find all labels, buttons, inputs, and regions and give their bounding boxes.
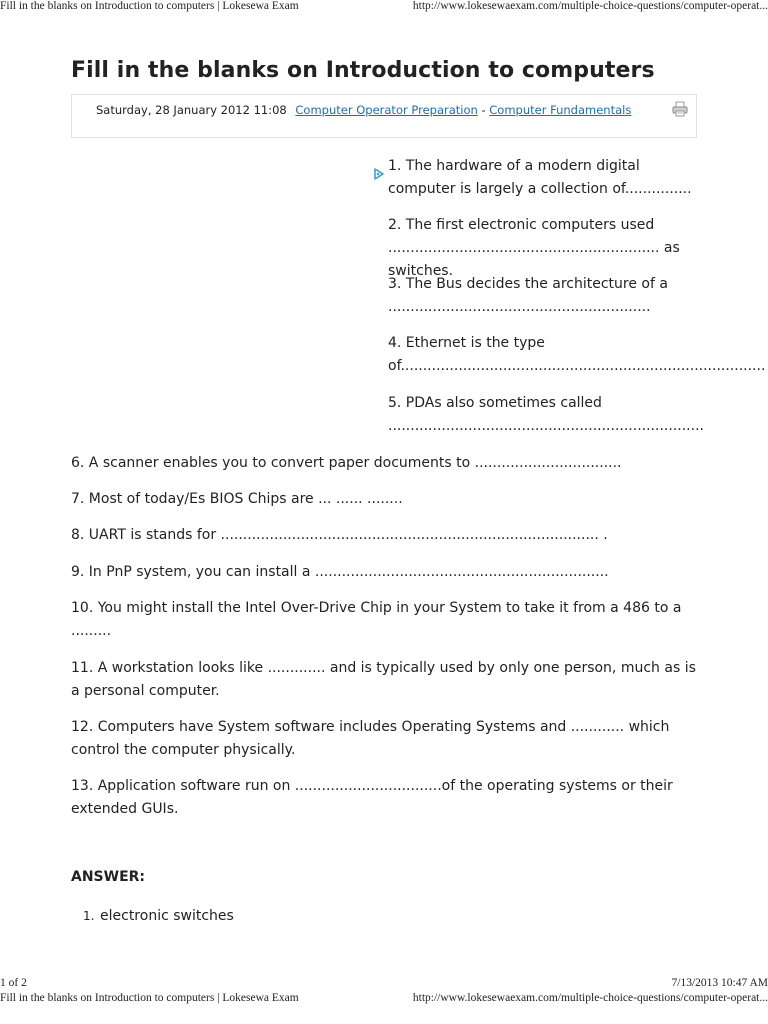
print-icon[interactable] xyxy=(672,101,688,117)
question-7: 7. Most of today/Es BIOS Chips are ... ...... ........ xyxy=(71,491,403,507)
question-5: 5. PDAs also sometimes called ....................................................................... xyxy=(388,395,704,434)
answer-number: 1. xyxy=(83,909,95,923)
question-1: 1. The hardware of a modern digital computer is largely a collection of............... xyxy=(388,158,692,197)
answer-item xyxy=(71,905,234,928)
question-2: 2. The first electronic computers used ............................................................. as switches. xyxy=(388,217,680,279)
print-header-title: Fill in the blanks on Introduction to computers | Lokesewa Exam xyxy=(0,0,299,12)
question-9: 9. In PnP system, you can install a .................................................................. xyxy=(71,564,609,580)
answer-text: electronic switches xyxy=(100,908,234,924)
category-link-computer-operator-preparation[interactable]: Computer Operator Preparation xyxy=(295,103,478,117)
print-footer-pagination xyxy=(0,977,768,991)
question-11: 11. A workstation looks like ............. and is typically used by only one person, much as is a personal computer. xyxy=(71,660,696,699)
category-link-computer-fundamentals[interactable]: Computer Fundamentals xyxy=(489,103,632,117)
print-datetime: 7/13/2013 10:47 AM xyxy=(671,977,768,989)
article-meta xyxy=(77,101,657,119)
question-3: 3. The Bus decides the architecture of a ........................................................... xyxy=(388,276,668,315)
question-13: 13. Application software run on .................................of the operating systems or their extended GUIs. xyxy=(71,778,673,817)
question-4: 4. Ethernet is the type of.................................................................................. xyxy=(388,335,766,374)
answer-heading: ANSWER: xyxy=(71,869,146,885)
print-footer-url: http://www.lokesewaexam.com/multiple-choice-questions/computer-operat... xyxy=(412,992,768,1004)
article-title: Fill in the blanks on Introduction to computers xyxy=(71,58,655,83)
question-10: 10. You might install the Intel Over-Drive Chip in your System to take it from a 486 to a ......... xyxy=(71,600,682,639)
print-header-url: http://www.lokesewaexam.com/multiple-choice-questions/computer-operat... xyxy=(412,0,768,12)
question-8: 8. UART is stands for ..................................................................................... . xyxy=(71,527,608,543)
article-date: Saturday, 28 January 2012 11:08 xyxy=(96,103,287,117)
question-12: 12. Computers have System software includes Operating Systems and ............ which control the computer physically. xyxy=(71,719,670,758)
ad-choices-icon[interactable] xyxy=(372,166,386,180)
print-footer-title: Fill in the blanks on Introduction to computers | Lokesewa Exam xyxy=(0,992,299,1004)
print-header xyxy=(0,0,768,16)
article-meta-box xyxy=(71,94,697,138)
category-separator: - xyxy=(481,103,486,117)
print-footer xyxy=(0,992,768,1006)
page-count: 1 of 2 xyxy=(0,977,27,989)
answer-list xyxy=(71,905,234,928)
question-6: 6. A scanner enables you to convert paper documents to ................................. xyxy=(71,455,622,471)
